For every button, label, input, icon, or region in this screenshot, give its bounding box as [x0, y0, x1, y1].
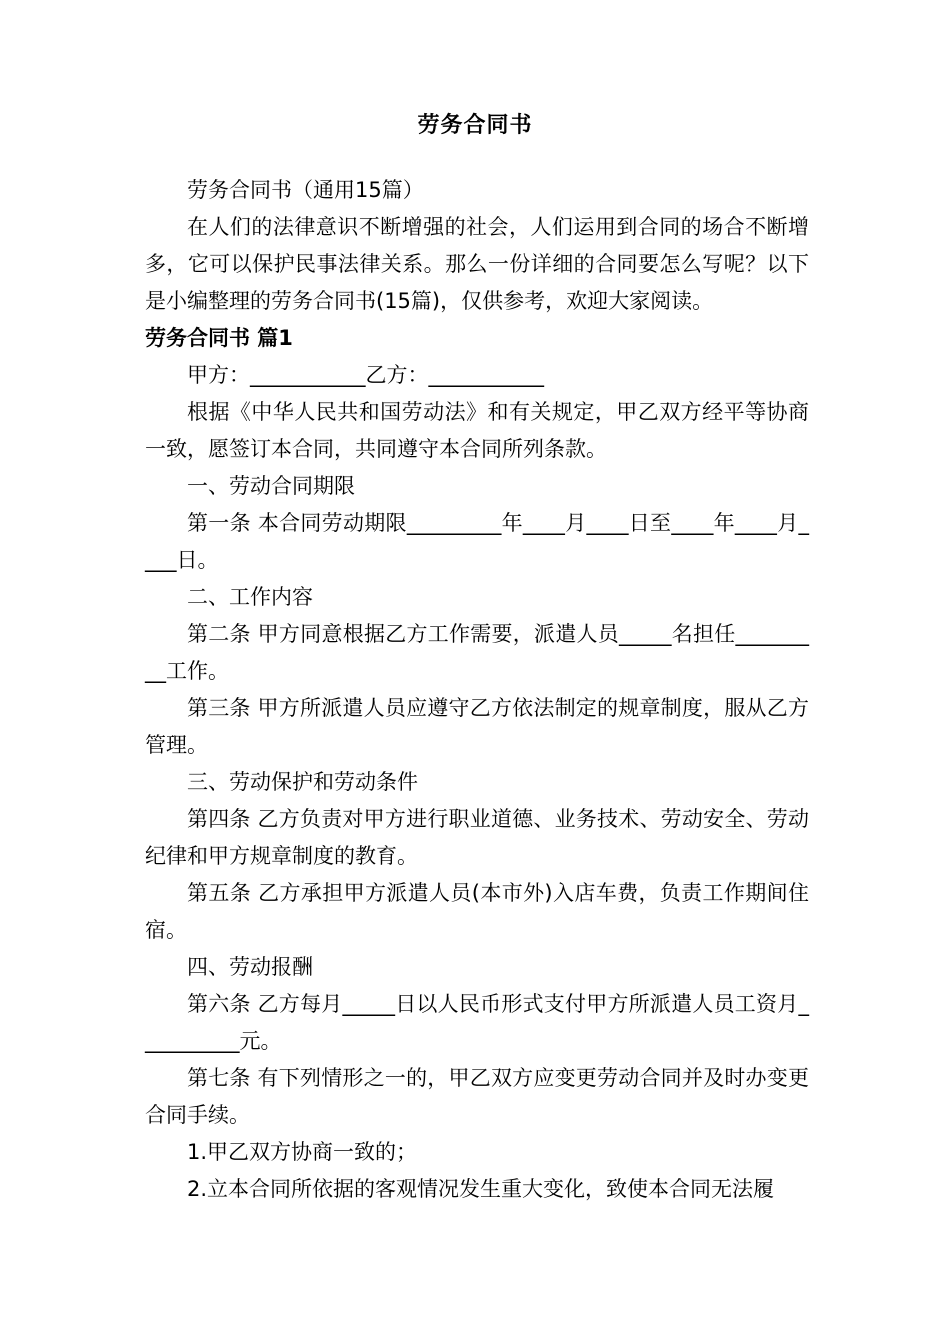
chapter-heading-work: 二、工作内容 — [187, 585, 313, 609]
article-2: 第二条 甲方同意根据乙方工作需要，派遣人员_____名担任_________工作。 — [145, 622, 809, 683]
section-heading: 劳务合同书 篇1 — [145, 326, 293, 350]
parties-line: 甲方：___________乙方：___________ — [187, 363, 544, 387]
article-1: 第一条 本合同劳动期限_________年____月____日至____年____月____日。 — [145, 511, 809, 572]
list-item-2: 2.立本合同所依据的客观情况发生重大变化，致使本合同无法履 — [187, 1177, 775, 1201]
document-body — [145, 172, 809, 1208]
intro-paragraph: 在人们的法律意识不断增强的社会，人们运用到合同的场合不断增多，它可以保护民事法律关系。那么一份详细的合同要怎么写呢？以下是小编整理的劳务合同书(15篇)，仅供参考，欢迎大家阅读。 — [145, 215, 809, 313]
chapter-heading-pay: 四、劳动报酬 — [187, 955, 313, 979]
list-item-1: 1.甲乙双方协商一致的； — [187, 1140, 418, 1164]
document-title: 劳务合同书 — [417, 113, 533, 138]
article-6: 第六条 乙方每月_____日以人民币形式支付甲方所派遣人员工资月__________元。 — [145, 992, 809, 1053]
article-3: 第三条 甲方所派遣人员应遵守乙方依法制定的规章制度，服从乙方管理。 — [145, 696, 809, 757]
chapter-heading-protection: 三、劳动保护和劳动条件 — [187, 770, 418, 794]
article-4: 第四条 乙方负责对甲方进行职业道德、业务技术、劳动安全、劳动纪律和甲方规章制度的教育。 — [145, 807, 809, 868]
chapter-heading-term: 一、劳动合同期限 — [187, 474, 355, 498]
preamble-paragraph: 根据《中华人民共和国劳动法》和有关规定，甲乙双方经平等协商一致，愿签订本合同，共同遵守本合同所列条款。 — [145, 400, 809, 461]
article-5: 第五条 乙方承担甲方派遣人员(本市外)入店车费，负责工作期间住宿。 — [145, 881, 809, 942]
article-7: 第七条 有下列情形之一的，甲乙双方应变更劳动合同并及时办变更合同手续。 — [145, 1066, 809, 1127]
intro-subtitle: 劳务合同书（通用15篇） — [187, 178, 424, 202]
